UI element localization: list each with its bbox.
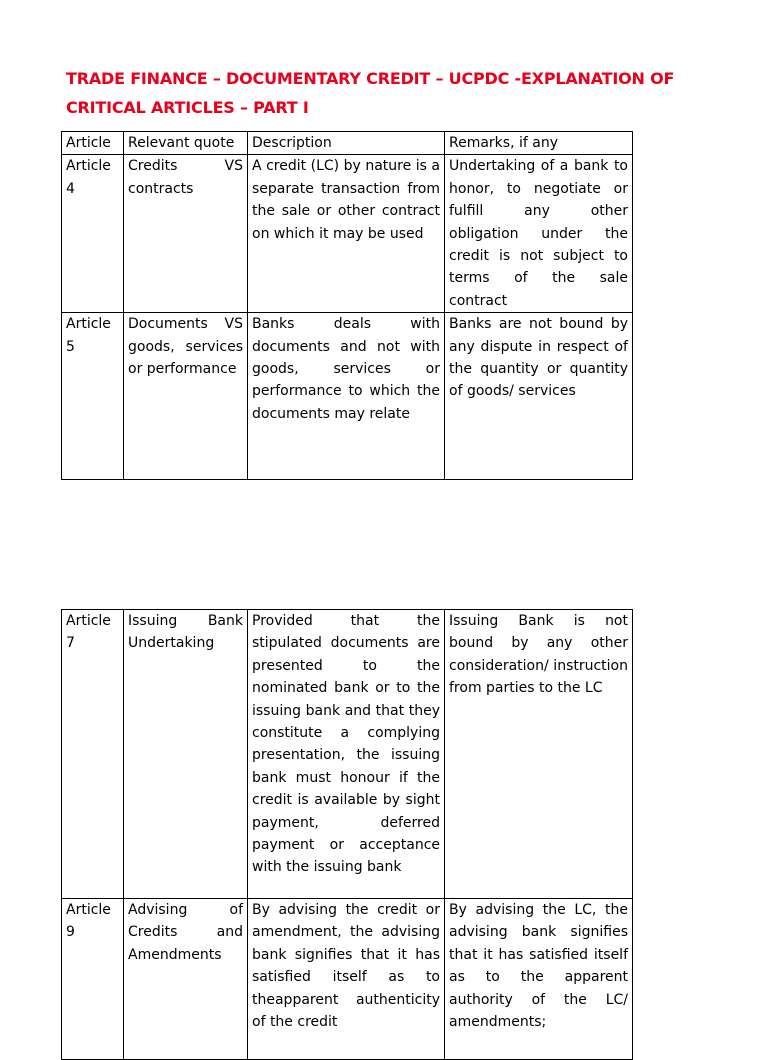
cell-article: Article 4 <box>62 155 124 313</box>
cell-article: Article 7 <box>62 610 124 899</box>
cell-remarks: Banks are not bound by any dispute in respect of the quantity or quantity of goods/ services <box>445 313 633 480</box>
cell-relevant-quote: Credits VS contracts <box>124 155 248 313</box>
table-row-article-7 <box>62 610 633 899</box>
table-row-article-4 <box>62 155 633 313</box>
header-description: Description <box>248 132 445 155</box>
cell-description: Banks deals with documents and not with goods, services or performance to which the documents may relate <box>248 313 445 480</box>
cell-relevant-quote: Documents VS goods, services or performance <box>124 313 248 480</box>
cell-relevant-quote: Issuing Bank Undertaking <box>124 610 248 899</box>
articles-table-1 <box>61 131 633 480</box>
header-article: Article <box>62 132 124 155</box>
table-row-article-9 <box>62 899 633 1060</box>
table-row-article-5 <box>62 313 633 480</box>
header-relevant-quote: Relevant quote <box>124 132 248 155</box>
table-header-row <box>62 132 633 155</box>
cell-description: Provided that the stipulated documents are presented to the nominated bank or to the issuing bank and that they constitute a complying presentation, the issuing bank must honour if the credit is available by sight payment, deferred payment or acceptance with the issuing bank <box>248 610 445 899</box>
cell-remarks: Undertaking of a bank to honor, to negotiate or fulfill any other obligation under the credit is not subject to terms of the sale contract <box>445 155 633 313</box>
articles-table-2 <box>61 609 633 1060</box>
cell-description: A credit (LC) by nature is a separate transaction from the sale or other contract on which it may be used <box>248 155 445 313</box>
document-title: TRADE FINANCE – DOCUMENTARY CREDIT – UCPDC -EXPLANATION OF CRITICAL ARTICLES – PART I <box>66 69 675 117</box>
cell-relevant-quote: Advising of Credits and Amendments <box>124 899 248 1060</box>
cell-description: By advising the credit or amendment, the advising bank signifies that it has satisfied itself as to theapparent authenticity of the credit <box>248 899 445 1060</box>
cell-remarks: By advising the LC, the advising bank signifies that it has satisfied itself as to the apparent authority of the LC/ amendments; <box>445 899 633 1060</box>
cell-article: Article 5 <box>62 313 124 480</box>
header-remarks: Remarks, if any <box>445 132 633 155</box>
cell-remarks: Issuing Bank is not bound by any other consideration/ instruction from parties to the LC <box>445 610 633 899</box>
cell-article: Article 9 <box>62 899 124 1060</box>
